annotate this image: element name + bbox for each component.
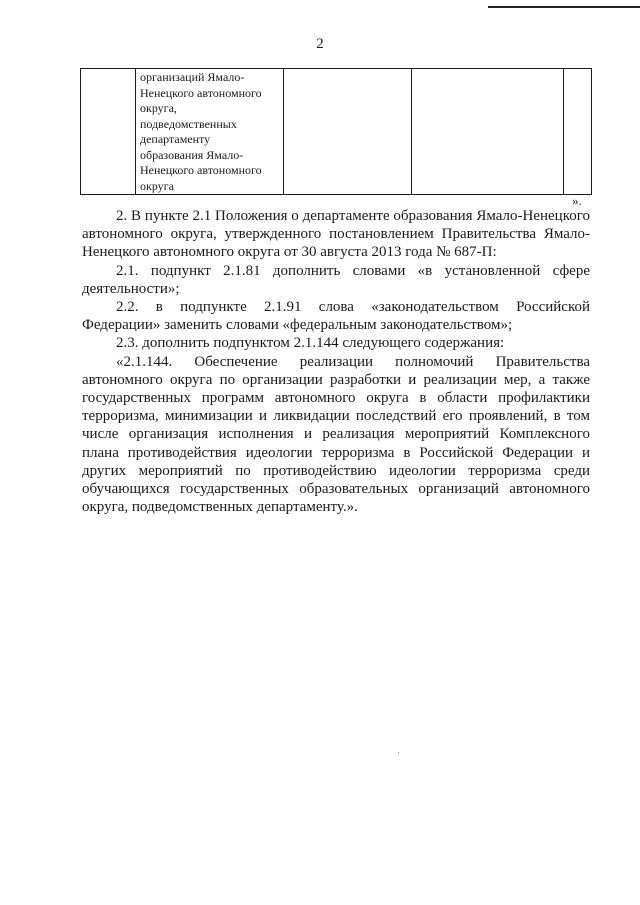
cell-line: департаменту: [140, 132, 211, 146]
table-cell-empty: [412, 69, 564, 195]
table-cell-empty: [81, 69, 136, 195]
cell-line: округа,: [140, 101, 177, 115]
continuation-table: [80, 68, 592, 195]
paragraph-item-2-1: 2.1. подпункт 2.1.81 дополнить словами «в установленной сфере деятельности»;: [82, 262, 590, 297]
cell-line: подведомственных: [140, 116, 237, 131]
scan-speck: [398, 752, 399, 753]
page-number: 2: [316, 36, 324, 52]
paragraph-item-2-2: 2.2. в подпункте 2.1.91 слова «законодательством Российской Федерации» заменить словами «федеральным законодательством»;: [82, 299, 590, 334]
cell-line: Ненецкого автономного: [140, 163, 262, 177]
top-edge-line: [488, 6, 640, 8]
table-cell-empty: [284, 69, 412, 195]
paragraph-item-2: 2. В пункте 2.1 Положения о департаменте образования Ямало-Ненецкого автономного округа, утвержденного постановлением Правительства Ямало-Ненецкого автономного округа от 30 августа 2013 года № 687-П:: [82, 208, 590, 261]
cell-line: организаций Ямало-: [140, 70, 245, 84]
cell-line: Ненецкого автономного: [140, 85, 262, 100]
table-cell-empty: [564, 69, 592, 195]
paragraph-quoted-subclause: «2.1.144. Обеспечение реализации полномочий Правительства автономного округа по организации разработки и реализации мер, а также государственных программ автономного округа в области профилактики терроризма, минимизации и ликвидации последствий его проявлений, в том числе организация исполнения и реализация мероприятий Комплексного плана противодействия идеологии терроризма в Российской Федерации и других мероприятий по противодействию идеологии терроризма среди обучающихся государственных образовательных организаций автономного округа, подведомственных департаменту.».: [82, 353, 590, 516]
closing-quote: ».: [572, 193, 582, 208]
table-row: [81, 69, 592, 195]
cell-line: образования Ямало-: [140, 147, 244, 162]
document-body: [82, 207, 590, 516]
paragraph-item-2-3: 2.3. дополнить подпунктом 2.1.144 следующего содержания:: [116, 335, 505, 352]
cell-line: округа: [140, 178, 174, 193]
table-cell-organizations: [136, 69, 284, 195]
